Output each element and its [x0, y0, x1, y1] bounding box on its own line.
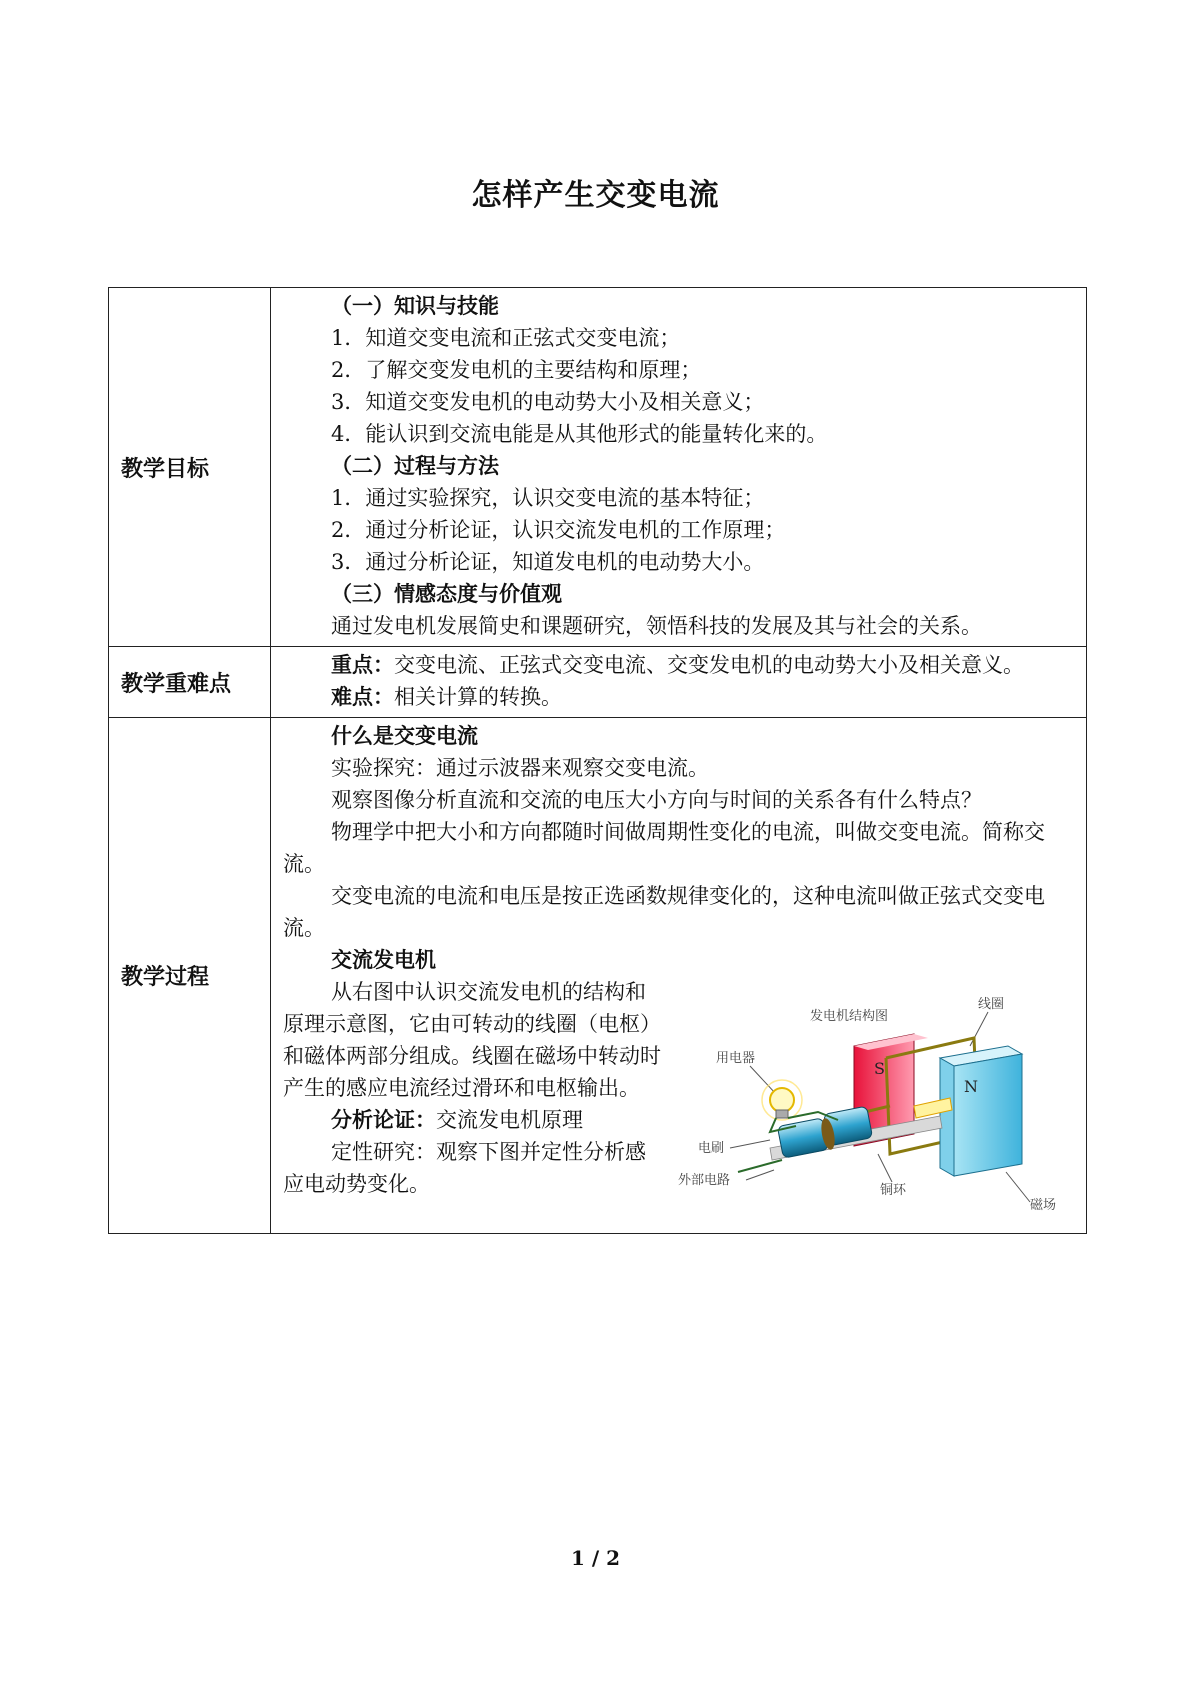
label-ring: 铜环 [880, 1183, 907, 1198]
key-point-text: 交变电流、正弦式交变电流、交变发电机的电动势大小及相关意义。 [394, 653, 1024, 677]
goals-content [271, 288, 1087, 647]
paragraph: 观察图像分析直流和交流的电压大小方向与时间的关系各有什么特点？ [331, 788, 982, 812]
paragraph: 交变电流的电流和电压是按正选函数规律变化的，这种电流叫做正弦式交变电流。 [283, 884, 1045, 940]
difficult-point-label: 难点： [331, 685, 394, 709]
list-item: 1．知道交变电流和正弦式交变电流； [331, 326, 681, 350]
generator-diagram [678, 994, 1076, 1229]
bulb-icon [762, 1080, 802, 1120]
paragraph [283, 681, 1076, 713]
row-label-key-points: 教学重难点 [109, 647, 271, 718]
paragraph: 定性研究：观察下图并定性分析感应电动势变化。 [283, 1140, 646, 1196]
magnet-n-icon [940, 1046, 1022, 1176]
section-heading: （三）情感态度与价值观 [331, 582, 562, 606]
paragraph: 通过发电机发展简史和课题研究，领悟科技的发展及其与社会的关系。 [331, 614, 982, 638]
analysis-text: 交流发电机原理 [436, 1108, 583, 1132]
table-row [109, 718, 1087, 1234]
paragraph: 实验探究：通过示波器来观察交变电流。 [331, 756, 709, 780]
label-coil: 线圈 [978, 997, 1005, 1012]
paragraph [283, 649, 1076, 681]
label-brush: 电刷 [698, 1141, 725, 1156]
label-external: 外部电路 [678, 1173, 731, 1188]
page-number: 1 / 2 [570, 1546, 621, 1570]
section-heading: 交流发电机 [331, 948, 436, 972]
paragraph [283, 1104, 661, 1136]
list-item: 3．知道交变发电机的电动势大小及相关意义； [331, 390, 765, 414]
table-row [109, 647, 1087, 718]
lesson-plan-table [108, 287, 1087, 1234]
label-field: 磁场 [1030, 1198, 1057, 1213]
analysis-label: 分析论证： [331, 1108, 436, 1132]
table-row [109, 288, 1087, 647]
paragraph: 物理学中把大小和方向都随时间做周期性变化的电流，叫做交变电流。简称交流。 [283, 820, 1045, 876]
section-heading: （二）过程与方法 [331, 454, 499, 478]
pole-s-label: S [874, 1059, 885, 1078]
list-item: 1．通过实验探究，认识交变电流的基本特征； [331, 486, 765, 510]
figure-title: 发电机结构图 [810, 1009, 889, 1024]
page-title: 怎样产生交变电流 [471, 178, 720, 213]
generator-text [283, 976, 661, 1200]
label-appliance: 用电器 [716, 1051, 756, 1066]
process-content [271, 718, 1087, 1234]
pole-n-label: N [964, 1077, 978, 1096]
key-points-content [271, 647, 1087, 718]
paragraph: 从右图中认识交流发电机的结构和原理示意图，它由可转动的线圈（电枢）和磁体两部分组成。线圈在磁场中转动时产生的感应电流经过滑环和电枢输出。 [283, 980, 661, 1100]
difficult-point-text: 相关计算的转换。 [394, 685, 562, 709]
row-label-goals: 教学目标 [109, 288, 271, 647]
generator-section [283, 976, 1076, 1229]
row-label-process: 教学过程 [109, 718, 271, 1234]
list-item: 3．通过分析论证，知道发电机的电动势大小。 [331, 550, 765, 574]
list-item: 4．能认识到交流电能是从其他形式的能量转化来的。 [331, 422, 828, 446]
list-item: 2．通过分析论证，认识交流发电机的工作原理； [331, 518, 786, 542]
key-point-label: 重点： [331, 653, 394, 677]
list-item: 2．了解交变发电机的主要结构和原理； [331, 358, 702, 382]
section-heading: 什么是交变电流 [331, 724, 478, 748]
section-heading: （一）知识与技能 [331, 294, 499, 318]
